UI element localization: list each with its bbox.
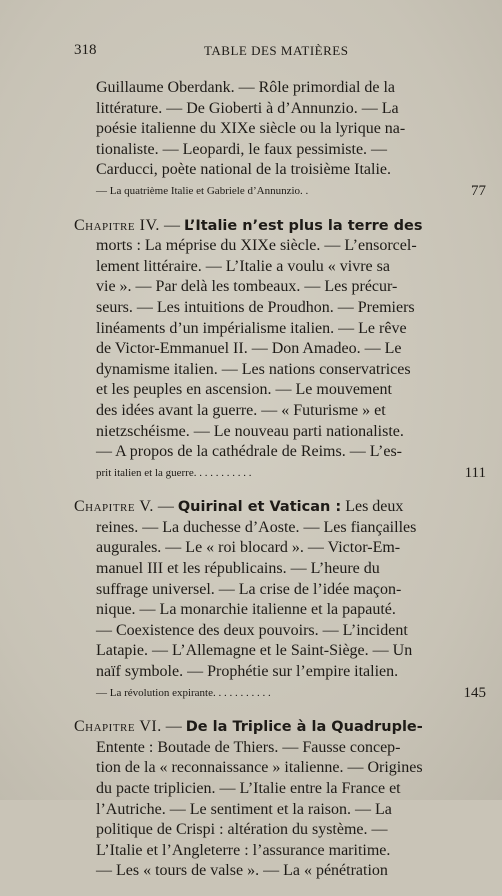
toc-line: Guillaume Oberdank. — Rôle primordial de la	[96, 79, 396, 96]
toc-line: des idées avant la guerre. — « Futurisme » et	[96, 401, 386, 419]
toc-line: de Victor-Emmanuel II. — Don Amadeo. — Le	[96, 340, 402, 358]
chapter-heading-line: Chapitre VI. — De la Triplice à la Quadruple-	[74, 718, 423, 736]
toc-line: suffrage universel. — La crise de l’idée maçon-	[96, 580, 402, 598]
toc-line-text: — La quatrième Italie et Gabriele d’Annunzio. .	[96, 184, 309, 197]
toc-line-last	[96, 463, 486, 484]
toc-line: morts : La méprise du XIXe siècle. — L’ensorcel-	[96, 237, 417, 255]
chapter-label: Chapitre V.	[74, 498, 154, 516]
chapter-title: L’Italie n’est plus la terre des	[183, 217, 423, 234]
toc-line: nietzschéisme. — Le nouveau parti nationaliste.	[96, 422, 404, 440]
toc-line: l’Autriche. — Le sentiment et la raison. — La	[96, 800, 392, 818]
toc-entry-continuation	[74, 78, 486, 202]
toc-line: Carducci, poète national de la troisième Italie.	[96, 161, 391, 179]
toc-line: politique de Crispi : altération du système. —	[96, 821, 388, 839]
toc-line: — Les « tours de valse ». — La « pénétration	[96, 862, 388, 880]
toc-entry-chapitre-v	[74, 497, 486, 703]
toc-line: nique. — La monarchie italienne et la papauté.	[96, 601, 396, 619]
chapter-heading-line: Chapitre V. — Quirinal et Vatican : Les deux	[74, 498, 404, 516]
chapter-heading-line: Chapitre IV. — L’Italie n’est plus la terre des	[74, 216, 423, 234]
toc-line: du pacte triplicien. — L’Italie entre la France et	[96, 780, 401, 797]
toc-line: L’Italie et l’Angleterre : l’assurance maritime.	[96, 841, 391, 859]
toc-line-text: prit italien et la guerre. . . . . . . . . . .	[96, 466, 252, 479]
toc-line: Entente : Boutade de Thiers. — Fausse concep-	[96, 738, 401, 756]
toc-line: Latapie. — L’Allemagne et le Saint-Siège. — Un	[96, 642, 413, 660]
toc-line: seurs. — Les intuitions de Proudhon. — Premiers	[96, 298, 415, 316]
toc-line: reines. — La duchesse d’Aoste. — Les fiançailles	[96, 518, 417, 536]
running-title: TABLE DES MATIÈRES	[204, 43, 349, 58]
table-of-contents	[74, 78, 486, 896]
toc-line-last	[96, 683, 486, 704]
toc-entry-chapitre-iv	[74, 216, 486, 484]
toc-line-last	[96, 181, 486, 202]
toc-line: tion de la « reconnaissance » italienne. — Origines	[96, 759, 423, 777]
page-ref: 77	[471, 182, 486, 199]
toc-line: dynamisme italien. — Les nations conservatrices	[96, 360, 411, 378]
page-number: 318	[74, 42, 97, 58]
toc-line: — Coexistence des deux pouvoirs. — L’incident	[96, 621, 408, 639]
toc-line: naïf symbole. — Prophétie sur l’empire italien.	[96, 663, 399, 681]
toc-line-text: — La révolution expirante. . . . . . . . . . .	[96, 686, 271, 699]
toc-line: poésie italienne du XIXe siècle ou la lyrique na-	[96, 120, 406, 138]
chapter-label: Chapitre VI.	[74, 718, 162, 736]
chapter-title: Quirinal et Vatican :	[177, 499, 342, 516]
toc-line: et les peuples en ascension. — Le mouvement	[96, 381, 392, 399]
toc-line: linéaments d’un impérialisme italien. — Le rêve	[96, 319, 407, 337]
chapter-heading-rest: Les deux	[345, 498, 404, 516]
toc-line: tionaliste. — Leopardi, le faux pessimiste. —	[96, 140, 388, 158]
chapter-title: De la Triplice à la Quadruple-	[185, 719, 423, 736]
chapter-label: Chapitre IV.	[74, 216, 160, 234]
toc-line: manuel III et les républicains. — L’heure du	[96, 560, 380, 578]
toc-line: lement littéraire. — L’Italie a voulu « vivre sa	[96, 257, 390, 275]
toc-line: littérature. — De Gioberti à d’Annunzio. — La	[96, 99, 399, 117]
toc-line: augurales. — Le « roi blocard ». — Victor-Em-	[96, 539, 401, 557]
toc-line: vie ». — Par delà les tombeaux. — Les précur-	[96, 278, 398, 296]
page-header	[74, 42, 446, 62]
page-ref: 145	[463, 684, 486, 701]
toc-line: — A propos de la cathédrale de Reims. — L’es-	[96, 443, 402, 461]
page-ref: 111	[464, 464, 486, 481]
